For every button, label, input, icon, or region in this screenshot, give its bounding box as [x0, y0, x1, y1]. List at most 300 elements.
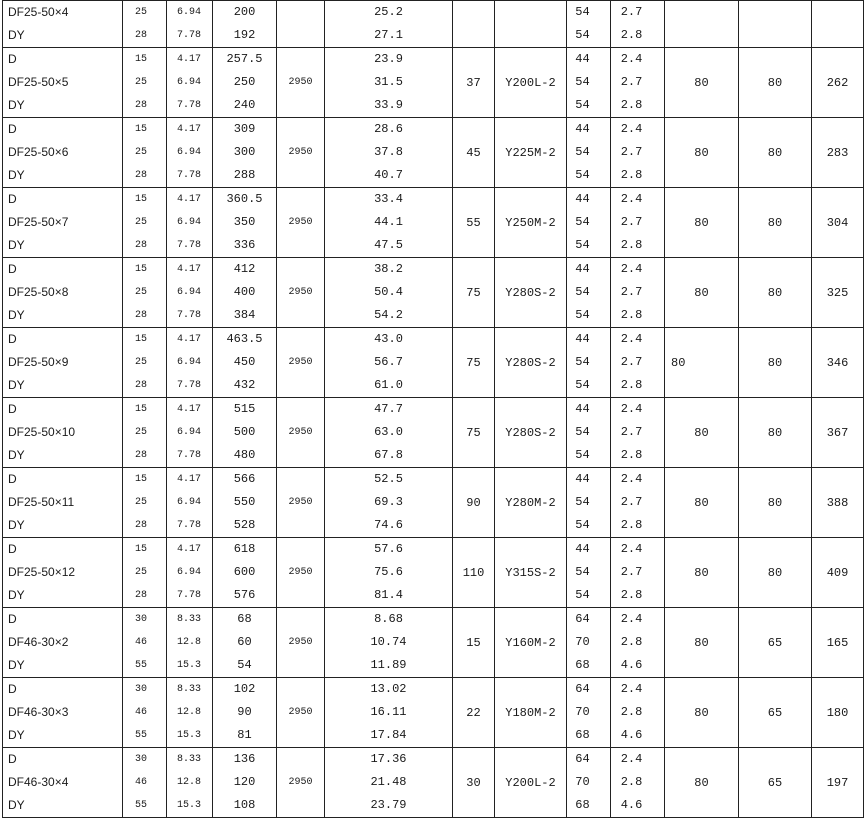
- motor-model-cell: Y280S-2: [495, 328, 567, 398]
- npsh-cell-line: 2.8: [620, 588, 643, 602]
- flow-m3h-cell-line: 55: [135, 660, 148, 671]
- head-cell-line: 350: [233, 215, 256, 229]
- shaft-power-cell-line: 47.7: [374, 402, 403, 416]
- head-cell: [213, 118, 277, 188]
- npsh-cell-line: 2.8: [620, 705, 643, 719]
- flow-ls-cell-line: 15.3: [177, 660, 202, 671]
- efficiency-cell: [567, 48, 611, 118]
- flow-m3h-cell-line: 28: [135, 170, 148, 181]
- flow-m3h-cell-line: 25: [135, 77, 148, 88]
- shaft-power-cell-line: 44.1: [374, 215, 403, 229]
- flow-m3h-cell-line: 25: [135, 7, 148, 18]
- shaft-power-cell-line: 27.1: [374, 28, 403, 42]
- flow-ls-cell-line: 6.94: [177, 147, 202, 158]
- flow-m3h-cell-line: 15: [135, 124, 148, 135]
- flow-ls-cell-line: 4.17: [177, 334, 202, 345]
- motor-model-cell: Y315S-2: [495, 538, 567, 608]
- model-cell-line: DF25-50×5: [8, 75, 69, 89]
- outlet-diameter-cell: 80: [739, 118, 812, 188]
- flow-m3h-cell-line: 15: [135, 474, 148, 485]
- npsh-cell-line: 2.8: [620, 378, 643, 392]
- head-cell-line: 360.5: [226, 192, 263, 206]
- npsh-cell: [611, 328, 665, 398]
- efficiency-cell: [567, 748, 611, 818]
- shaft-power-cell-line: 57.6: [374, 542, 403, 556]
- weight-cell: 283: [812, 118, 864, 188]
- efficiency-cell-line: 68: [575, 798, 590, 812]
- shaft-power-cell: [325, 1, 453, 48]
- shaft-power-cell-line: 13.02: [370, 682, 407, 696]
- npsh-cell-line: 2.7: [620, 495, 643, 509]
- inlet-diameter-cell: 80: [665, 748, 739, 818]
- flow-m3h-cell-line: 30: [135, 684, 148, 695]
- model-cell-line: DF25-50×9: [8, 355, 69, 369]
- motor-power-cell: 45: [453, 118, 495, 188]
- motor-model-cell: Y200L-2: [495, 748, 567, 818]
- table-row: [3, 748, 864, 818]
- shaft-power-cell-line: 43.0: [374, 332, 403, 346]
- flow-ls-cell-line: 7.78: [177, 310, 202, 321]
- inlet-diameter-cell: 80: [665, 678, 739, 748]
- flow-ls-cell-line: 12.8: [177, 777, 202, 788]
- flow-ls-cell-line: 6.94: [177, 77, 202, 88]
- speed-cell: 2950: [277, 118, 325, 188]
- flow-ls-cell-line: 4.17: [177, 404, 202, 415]
- inlet-diameter-cell: 80: [665, 188, 739, 258]
- weight-cell: [812, 1, 864, 48]
- model-cell-line: DY: [8, 448, 25, 462]
- motor-model-cell: Y280M-2: [495, 468, 567, 538]
- efficiency-cell-line: 54: [575, 5, 590, 19]
- flow-m3h-cell-line: 46: [135, 707, 148, 718]
- npsh-cell-line: 2.4: [620, 682, 643, 696]
- model-cell-line: D: [8, 122, 17, 136]
- shaft-power-cell: [325, 748, 453, 818]
- npsh-cell: [611, 538, 665, 608]
- npsh-cell: [611, 678, 665, 748]
- npsh-cell: [611, 48, 665, 118]
- motor-power-cell: 75: [453, 258, 495, 328]
- speed-cell: 2950: [277, 748, 325, 818]
- efficiency-cell-line: 54: [575, 238, 590, 252]
- head-cell-line: 400: [233, 285, 256, 299]
- flow-ls-cell-line: 7.78: [177, 170, 202, 181]
- head-cell-line: 336: [233, 238, 256, 252]
- flow-ls-cell-line: 6.94: [177, 217, 202, 228]
- efficiency-cell-line: 54: [575, 518, 590, 532]
- efficiency-cell: [567, 328, 611, 398]
- head-cell-line: 102: [233, 682, 256, 696]
- shaft-power-cell-line: 17.84: [370, 728, 407, 742]
- model-cell-line: DY: [8, 658, 25, 672]
- flow-m3h-cell: [123, 468, 167, 538]
- flow-m3h-cell: [123, 748, 167, 818]
- efficiency-cell-line: 44: [575, 262, 590, 276]
- model-cell-line: DF46-30×4: [8, 775, 69, 789]
- outlet-diameter-cell: 80: [739, 468, 812, 538]
- model-cell-line: DY: [8, 798, 25, 812]
- efficiency-cell-line: 70: [575, 775, 590, 789]
- efficiency-cell-line: 44: [575, 52, 590, 66]
- head-cell-line: 500: [233, 425, 256, 439]
- head-cell-line: 81: [237, 728, 252, 742]
- flow-m3h-cell: [123, 188, 167, 258]
- weight-cell: 304: [812, 188, 864, 258]
- model-cell-line: DF25-50×10: [8, 425, 76, 439]
- shaft-power-cell-line: 11.89: [370, 658, 407, 672]
- weight-cell: 325: [812, 258, 864, 328]
- table-row: [3, 48, 864, 118]
- shaft-power-cell-line: 33.9: [374, 98, 403, 112]
- model-cell-line: D: [8, 332, 17, 346]
- shaft-power-cell: [325, 468, 453, 538]
- inlet-diameter-cell: 80: [665, 118, 739, 188]
- npsh-cell: [611, 118, 665, 188]
- npsh-cell-line: 2.8: [620, 168, 643, 182]
- shaft-power-cell: [325, 328, 453, 398]
- flow-ls-cell-line: 7.78: [177, 240, 202, 251]
- flow-m3h-cell: [123, 48, 167, 118]
- weight-cell: 165: [812, 608, 864, 678]
- inlet-diameter-cell: [665, 1, 739, 48]
- shaft-power-cell: [325, 118, 453, 188]
- speed-cell: 2950: [277, 538, 325, 608]
- flow-m3h-cell: [123, 678, 167, 748]
- efficiency-cell-line: 54: [575, 28, 590, 42]
- head-cell: [213, 468, 277, 538]
- npsh-cell-line: 2.7: [620, 5, 643, 19]
- head-cell-line: 136: [233, 752, 256, 766]
- flow-ls-cell: [167, 188, 213, 258]
- efficiency-cell-line: 54: [575, 355, 590, 369]
- npsh-cell-line: 2.8: [620, 518, 643, 532]
- shaft-power-cell-line: 50.4: [374, 285, 403, 299]
- inlet-diameter-cell: 80: [665, 608, 739, 678]
- efficiency-cell-line: 44: [575, 332, 590, 346]
- npsh-cell-line: 2.8: [620, 28, 643, 42]
- speed-cell: 2950: [277, 468, 325, 538]
- efficiency-cell-line: 54: [575, 495, 590, 509]
- flow-ls-cell: [167, 328, 213, 398]
- efficiency-cell-line: 68: [575, 728, 590, 742]
- motor-model-cell: Y225M-2: [495, 118, 567, 188]
- efficiency-cell: [567, 538, 611, 608]
- model-cell-line: DY: [8, 168, 25, 182]
- flow-ls-cell-line: 6.94: [177, 567, 202, 578]
- shaft-power-cell-line: 69.3: [374, 495, 403, 509]
- efficiency-cell-line: 54: [575, 75, 590, 89]
- npsh-cell: [611, 258, 665, 328]
- model-cell-line: D: [8, 52, 17, 66]
- shaft-power-cell-line: 28.6: [374, 122, 403, 136]
- head-cell: [213, 608, 277, 678]
- model-cell: [3, 188, 123, 258]
- speed-cell: 2950: [277, 398, 325, 468]
- flow-m3h-cell-line: 25: [135, 497, 148, 508]
- head-cell-line: 384: [233, 308, 256, 322]
- shaft-power-cell-line: 33.4: [374, 192, 403, 206]
- npsh-cell-line: 2.7: [620, 565, 643, 579]
- table-row: [3, 118, 864, 188]
- model-cell: [3, 398, 123, 468]
- efficiency-cell-line: 44: [575, 402, 590, 416]
- npsh-cell-line: 2.4: [620, 262, 643, 276]
- pump-spec-table: [2, 0, 864, 818]
- motor-model-cell: Y200L-2: [495, 48, 567, 118]
- efficiency-cell: [567, 258, 611, 328]
- npsh-cell-line: 2.4: [620, 472, 643, 486]
- flow-m3h-cell: [123, 398, 167, 468]
- shaft-power-cell: [325, 188, 453, 258]
- npsh-cell-line: 2.4: [620, 52, 643, 66]
- model-cell-line: DY: [8, 378, 25, 392]
- outlet-diameter-cell: 80: [739, 188, 812, 258]
- efficiency-cell: [567, 678, 611, 748]
- table-row: [3, 398, 864, 468]
- model-cell-line: DF46-30×2: [8, 635, 69, 649]
- model-cell: [3, 538, 123, 608]
- speed-cell: 2950: [277, 608, 325, 678]
- flow-ls-cell: [167, 118, 213, 188]
- efficiency-cell-line: 54: [575, 588, 590, 602]
- flow-m3h-cell-line: 15: [135, 54, 148, 65]
- head-cell-line: 120: [233, 775, 256, 789]
- flow-ls-cell-line: 7.78: [177, 30, 202, 41]
- efficiency-cell-line: 54: [575, 145, 590, 159]
- efficiency-cell-line: 54: [575, 285, 590, 299]
- head-cell-line: 60: [237, 635, 252, 649]
- shaft-power-cell-line: 23.9: [374, 52, 403, 66]
- flow-ls-cell-line: 15.3: [177, 730, 202, 741]
- npsh-cell: [611, 1, 665, 48]
- npsh-cell-line: 2.4: [620, 122, 643, 136]
- flow-m3h-cell-line: 25: [135, 357, 148, 368]
- flow-m3h-cell-line: 25: [135, 217, 148, 228]
- npsh-cell-line: 2.8: [620, 448, 643, 462]
- flow-m3h-cell-line: 46: [135, 777, 148, 788]
- flow-ls-cell-line: 6.94: [177, 7, 202, 18]
- efficiency-cell-line: 64: [575, 682, 590, 696]
- motor-power-cell: 75: [453, 398, 495, 468]
- motor-power-cell: 75: [453, 328, 495, 398]
- npsh-cell-line: 2.8: [620, 238, 643, 252]
- shaft-power-cell-line: 47.5: [374, 238, 403, 252]
- model-cell: [3, 118, 123, 188]
- npsh-cell: [611, 608, 665, 678]
- efficiency-cell-line: 44: [575, 192, 590, 206]
- inlet-diameter-cell: 80: [665, 468, 739, 538]
- speed-cell: 2950: [277, 188, 325, 258]
- npsh-cell-line: 4.6: [620, 658, 643, 672]
- head-cell: [213, 188, 277, 258]
- efficiency-cell-line: 44: [575, 472, 590, 486]
- model-cell-line: DY: [8, 28, 25, 42]
- efficiency-cell-line: 54: [575, 425, 590, 439]
- flow-ls-cell: [167, 748, 213, 818]
- head-cell-line: 309: [233, 122, 256, 136]
- head-cell: [213, 328, 277, 398]
- flow-ls-cell: [167, 678, 213, 748]
- weight-cell: 409: [812, 538, 864, 608]
- flow-m3h-cell-line: 28: [135, 380, 148, 391]
- weight-cell: 197: [812, 748, 864, 818]
- efficiency-cell-line: 54: [575, 565, 590, 579]
- model-cell: [3, 468, 123, 538]
- shaft-power-cell-line: 38.2: [374, 262, 403, 276]
- motor-power-cell: 55: [453, 188, 495, 258]
- shaft-power-cell-line: 52.5: [374, 472, 403, 486]
- model-cell-line: DF25-50×7: [8, 215, 69, 229]
- model-cell: [3, 608, 123, 678]
- npsh-cell-line: 2.4: [620, 192, 643, 206]
- flow-ls-cell-line: 12.8: [177, 637, 202, 648]
- model-cell-line: DF25-50×11: [8, 495, 75, 509]
- flow-m3h-cell-line: 25: [135, 147, 148, 158]
- npsh-cell-line: 2.7: [620, 215, 643, 229]
- speed-cell: 2950: [277, 328, 325, 398]
- head-cell: [213, 258, 277, 328]
- flow-m3h-cell-line: 15: [135, 334, 148, 345]
- table-row: [3, 608, 864, 678]
- flow-m3h-cell-line: 28: [135, 450, 148, 461]
- head-cell-line: 288: [233, 168, 256, 182]
- model-cell: [3, 1, 123, 48]
- npsh-cell-line: 2.4: [620, 402, 643, 416]
- efficiency-cell-line: 44: [575, 542, 590, 556]
- flow-m3h-cell-line: 55: [135, 730, 148, 741]
- efficiency-cell-line: 54: [575, 308, 590, 322]
- speed-cell: 2950: [277, 258, 325, 328]
- table-body: [3, 1, 864, 818]
- flow-m3h-cell: [123, 118, 167, 188]
- flow-ls-cell-line: 15.3: [177, 800, 202, 811]
- flow-m3h-cell-line: 46: [135, 637, 148, 648]
- model-cell-line: D: [8, 262, 17, 276]
- head-cell-line: 300: [233, 145, 256, 159]
- head-cell-line: 257.5: [226, 52, 263, 66]
- head-cell: [213, 678, 277, 748]
- flow-m3h-cell-line: 28: [135, 310, 148, 321]
- shaft-power-cell-line: 67.8: [374, 448, 403, 462]
- efficiency-cell: [567, 468, 611, 538]
- shaft-power-cell: [325, 678, 453, 748]
- shaft-power-cell-line: 54.2: [374, 308, 403, 322]
- flow-m3h-cell-line: 28: [135, 100, 148, 111]
- flow-m3h-cell-line: 28: [135, 30, 148, 41]
- outlet-diameter-cell: 65: [739, 748, 812, 818]
- head-cell-line: 515: [233, 402, 256, 416]
- flow-m3h-cell-line: 15: [135, 544, 148, 555]
- shaft-power-cell-line: 25.2: [374, 5, 403, 19]
- npsh-cell-line: 2.8: [620, 635, 643, 649]
- shaft-power-cell-line: 74.6: [374, 518, 403, 532]
- speed-cell: [277, 1, 325, 48]
- flow-ls-cell-line: 7.78: [177, 520, 202, 531]
- head-cell-line: 412: [233, 262, 256, 276]
- npsh-cell-line: 2.4: [620, 542, 643, 556]
- flow-ls-cell: [167, 48, 213, 118]
- model-cell: [3, 678, 123, 748]
- efficiency-cell-line: 54: [575, 448, 590, 462]
- flow-ls-cell-line: 7.78: [177, 380, 202, 391]
- inlet-diameter-cell: 80: [665, 328, 739, 398]
- outlet-diameter-cell: 80: [739, 398, 812, 468]
- npsh-cell-line: 2.7: [620, 355, 643, 369]
- head-cell-line: 566: [233, 472, 256, 486]
- shaft-power-cell-line: 21.48: [370, 775, 407, 789]
- motor-model-cell: Y160M-2: [495, 608, 567, 678]
- flow-ls-cell-line: 4.17: [177, 194, 202, 205]
- model-cell-line: D: [8, 612, 17, 626]
- flow-m3h-cell: [123, 538, 167, 608]
- model-cell-line: DF25-50×4: [8, 5, 69, 19]
- model-cell-line: D: [8, 402, 17, 416]
- motor-model-cell: Y250M-2: [495, 188, 567, 258]
- efficiency-cell-line: 54: [575, 378, 590, 392]
- flow-ls-cell: [167, 398, 213, 468]
- model-cell-line: DY: [8, 98, 25, 112]
- flow-m3h-cell-line: 30: [135, 614, 148, 625]
- head-cell: [213, 398, 277, 468]
- flow-ls-cell-line: 7.78: [177, 590, 202, 601]
- flow-ls-cell: [167, 468, 213, 538]
- flow-ls-cell-line: 8.33: [177, 754, 202, 765]
- motor-power-cell: 15: [453, 608, 495, 678]
- flow-m3h-cell: [123, 258, 167, 328]
- model-cell-line: DF25-50×12: [8, 565, 76, 579]
- weight-cell: 367: [812, 398, 864, 468]
- efficiency-cell: [567, 398, 611, 468]
- flow-ls-cell: [167, 1, 213, 48]
- model-cell-line: D: [8, 192, 17, 206]
- head-cell-line: 90: [237, 705, 252, 719]
- motor-power-cell: 22: [453, 678, 495, 748]
- shaft-power-cell-line: 63.0: [374, 425, 403, 439]
- inlet-diameter-cell: 80: [665, 48, 739, 118]
- shaft-power-cell-line: 16.11: [370, 705, 407, 719]
- flow-ls-cell-line: 6.94: [177, 427, 202, 438]
- speed-cell: 2950: [277, 678, 325, 748]
- flow-ls-cell-line: 12.8: [177, 707, 202, 718]
- npsh-cell-line: 4.6: [620, 728, 643, 742]
- model-cell-line: DF46-30×3: [8, 705, 69, 719]
- flow-m3h-cell-line: 15: [135, 404, 148, 415]
- head-cell-line: 240: [233, 98, 256, 112]
- head-cell-line: 576: [233, 588, 256, 602]
- shaft-power-cell: [325, 538, 453, 608]
- motor-power-cell: 30: [453, 748, 495, 818]
- shaft-power-cell-line: 61.0: [374, 378, 403, 392]
- flow-ls-cell-line: 8.33: [177, 614, 202, 625]
- flow-m3h-cell-line: 28: [135, 590, 148, 601]
- motor-model-cell: Y280S-2: [495, 398, 567, 468]
- head-cell-line: 68: [237, 612, 252, 626]
- model-cell-line: DY: [8, 238, 25, 252]
- flow-ls-cell-line: 6.94: [177, 357, 202, 368]
- table-row: [3, 1, 864, 48]
- shaft-power-cell-line: 56.7: [374, 355, 403, 369]
- efficiency-cell-line: 44: [575, 122, 590, 136]
- weight-cell: 388: [812, 468, 864, 538]
- model-cell: [3, 258, 123, 328]
- flow-ls-cell-line: 4.17: [177, 54, 202, 65]
- efficiency-cell: [567, 188, 611, 258]
- head-cell-line: 432: [233, 378, 256, 392]
- speed-cell: 2950: [277, 48, 325, 118]
- npsh-cell-line: 2.8: [620, 308, 643, 322]
- table-row: [3, 258, 864, 328]
- npsh-cell-line: 2.4: [620, 612, 643, 626]
